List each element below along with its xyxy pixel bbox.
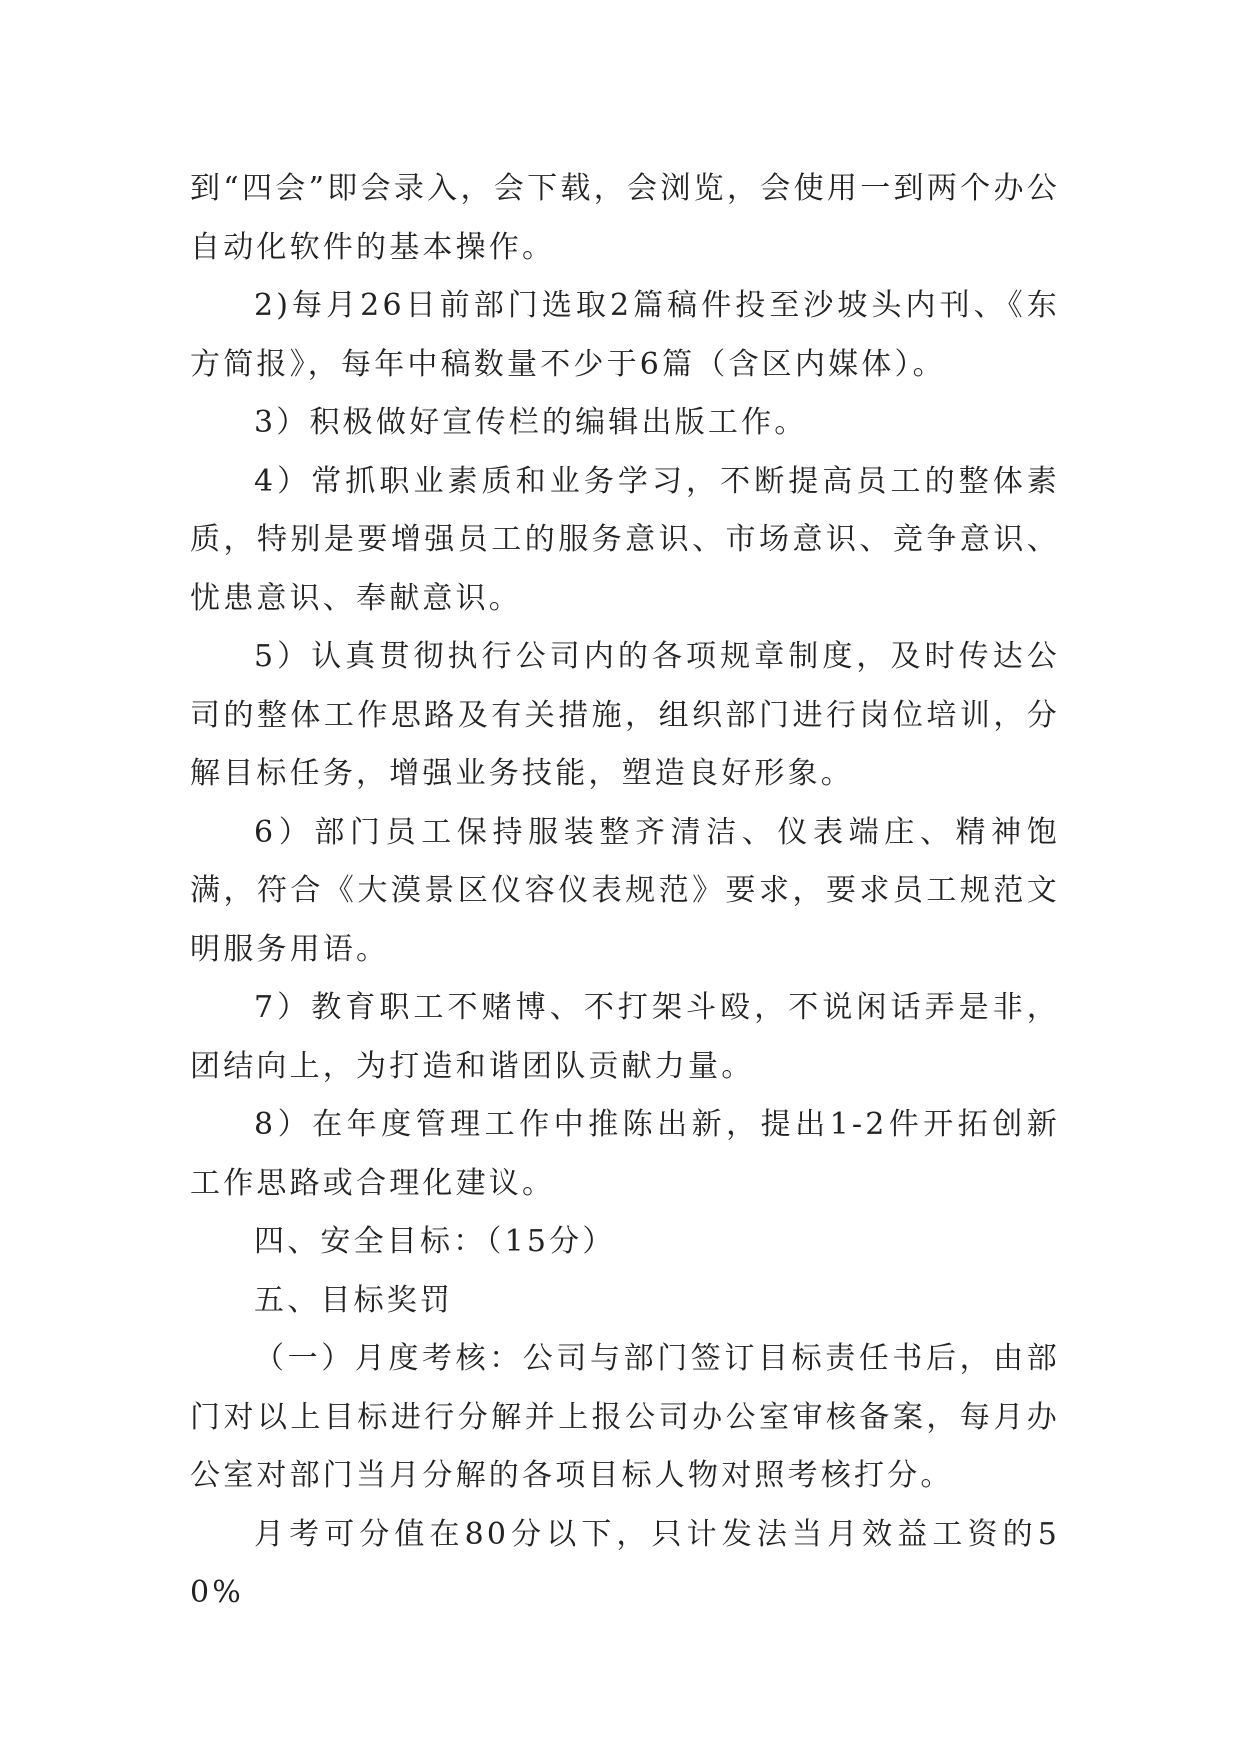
- paragraph-3: 3）积极做好宣传栏的编辑出版工作。: [254, 405, 808, 440]
- section-heading-rewards: 五、目标奖罚: [254, 1282, 454, 1318]
- paragraph-monthly-assessment: （一）月度考核：公司与部门签订目标责任书后，由部门对以上目标进行分解并上报公司办公室审核备案，每月办公室对部门当月分解的各项目标人物对照考核打分。: [190, 1341, 1060, 1493]
- section-heading-safety: 四、安全目标：（15分）: [254, 1224, 616, 1259]
- paragraph-6: 6）部门员工保持服装整齐清洁、仪表端庄、精神饱满，符合《大漠景区仪容仪表规范》要求，要求员工规范文明服务用语。: [190, 814, 1060, 967]
- paragraph-monthly-score: 月考可分值在80分以下，只计发法当月效益工资的50%: [190, 1516, 1060, 1610]
- paragraph-2: 2)每月26日前部门选取2篇稿件投至沙坡头内刊、《东方简报》，每年中稿数量不少于6篇（含区内媒体）。: [190, 288, 1060, 382]
- paragraph-4: 4）常抓职业素质和业务学习，不断提高员工的整体素质，特别是要增强员工的服务意识、市场意识、竞争意识、忧患意识、奉献意识。: [190, 463, 1060, 616]
- paragraph-1: 到“四会”即会录入，会下载，会浏览，会使用一到两个办公自动化软件的基本操作。: [190, 171, 1060, 265]
- paragraph-8: 8）在年度管理工作中推陈出新，提出1-2件开拓创新工作思路或合理化建议。: [190, 1107, 1060, 1201]
- paragraph-5: 5）认真贯彻执行公司内的各项规章制度，及时传达公司的整体工作思路及有关措施，组织部门进行岗位培训，分解目标任务，增强业务技能，塑造良好形象。: [190, 639, 1060, 791]
- paragraph-7: 7）教育职工不赌博、不打架斗殴，不说闲话弄是非，团结向上，为打造和谐团队贡献力量。: [190, 990, 1060, 1084]
- document-body: [190, 160, 1060, 1623]
